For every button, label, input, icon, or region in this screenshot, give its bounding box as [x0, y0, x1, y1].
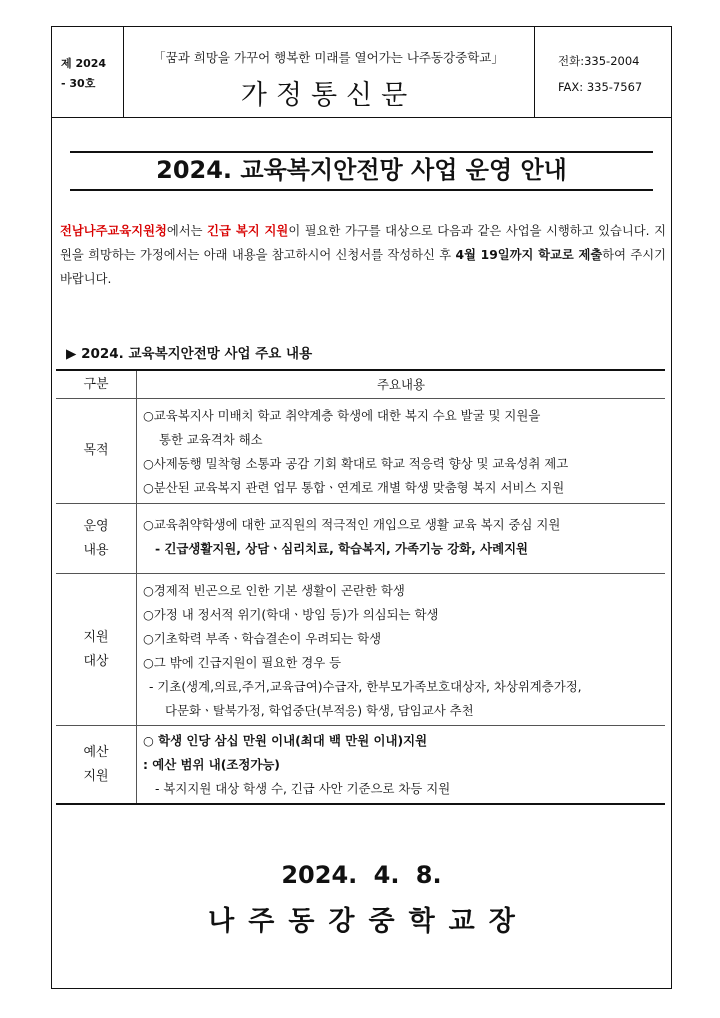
row-label-line: 지원	[83, 629, 109, 645]
row-label	[56, 504, 137, 573]
content-line: ○기초학력 부족ㆍ학습결손이 우려되는 학생	[143, 631, 382, 646]
row-label	[56, 574, 137, 725]
content-line: ○교육복지사 미배치 학교 취약계층 학생에 대한 복지 수요 발굴 및 지원을	[143, 408, 541, 423]
row-label-line: 예산	[83, 744, 109, 760]
document-title: 2024. 교육복지안전망 사업 운영 안내	[70, 151, 653, 191]
row-label: 목적	[56, 399, 137, 503]
intro-text-2: 이 필요한 가구를 대상으로 다음과 같은 사업을 시행하고 있습니다. 지원을 희망하는 가정에서는 아래 내용을 참고하시어 신청서를 작성하신 후	[60, 224, 666, 262]
phone-number: 전화:335-2004	[558, 54, 640, 68]
row-label-line: 내용	[83, 542, 109, 558]
fax-number: FAX: 335-7567	[558, 80, 643, 94]
table-row-budget	[56, 726, 665, 805]
emergency-support: 긴급 복지 지원	[207, 224, 289, 238]
intro-text-3: 하여 주시기 바랍니다.	[60, 248, 667, 286]
content-line: ○그 밖에 긴급지원이 필요한 경우 등	[143, 655, 342, 670]
section-title: ▶ 2024. 교육복지안전망 사업 주요 내용	[66, 346, 313, 362]
issue-line-1: 제 2024	[61, 57, 107, 70]
header-center	[123, 27, 535, 117]
row-content	[137, 504, 665, 561]
deadline: 4월 19일까지 학교로 제출	[455, 248, 603, 262]
program-table	[56, 369, 665, 805]
content-line: - 복지지원 대상 학생 수, 긴급 사안 기준으로 차등 지원	[155, 781, 451, 796]
content-line: ○교육취약학생에 대한 교직원의 적극적인 개입으로 생활 교육 복지 중심 지원	[143, 517, 561, 532]
row-content	[137, 399, 665, 500]
school-slogan: 「꿈과 희망을 가꾸어 행복한 미래를 열어가는 나주동강중학교」	[153, 50, 504, 65]
content-line: - 기초(생계,의료,주거,교육급여)수급자, 한부모가족보호대상자, 차상위계층가정,	[149, 679, 582, 694]
content-line: ○경제적 빈곤으로 인한 기본 생활이 곤란한 학생	[143, 583, 405, 598]
content-line: ○ 학생 인당 삼십 만원 이내(최대 백 만원 이내)지원	[143, 733, 428, 748]
content-line: - 긴급생활지원, 상담ㆍ심리치료, 학습복지, 가족기능 강화, 사례지원	[155, 541, 529, 556]
contact-info	[534, 27, 671, 117]
intro-text-1: 에서는	[166, 224, 208, 238]
row-label-line: 운영	[83, 518, 109, 534]
issue-number	[52, 27, 124, 117]
header-content: 주요내용	[377, 377, 425, 392]
row-content	[137, 574, 665, 723]
content-line: 통한 교육격차 해소	[159, 432, 263, 447]
row-label	[56, 726, 137, 803]
principal-signature: 나주동강중학교장	[208, 906, 529, 937]
row-label-line: 대상	[83, 653, 109, 669]
table-row-purpose	[56, 399, 665, 504]
table-row-target	[56, 574, 665, 726]
content-line: ○분산된 교육복지 관련 업무 통합ㆍ연계로 개별 학생 맞춤형 복지 서비스 지원	[143, 480, 565, 495]
table-row-operation	[56, 504, 665, 574]
intro-paragraph	[60, 219, 666, 291]
newsletter-title: 가정통신문	[240, 80, 417, 111]
header-box	[52, 27, 671, 118]
table-header-row	[56, 371, 665, 399]
content-line: 다문화ㆍ탈북가정, 학업중단(부적응) 학생, 담임교사 추천	[165, 703, 474, 718]
header-category: 구분	[56, 371, 137, 398]
row-label-line: 지원	[83, 768, 109, 784]
content-line: ○가정 내 정서적 위기(학대ㆍ방임 등)가 의심되는 학생	[143, 607, 439, 622]
newsletter-frame	[51, 26, 672, 989]
agency-name: 전남나주교육지원청	[60, 224, 167, 238]
issue-line-2: - 30호	[61, 77, 96, 90]
row-content	[137, 726, 665, 801]
issue-date: 2024. 4. 8.	[281, 861, 442, 889]
content-line: : 예산 범위 내(조정가능)	[143, 757, 280, 772]
content-line: ○사제동행 밀착형 소통과 공감 기회 확대로 학교 적응력 향상 및 교육성취 제고	[143, 456, 569, 471]
